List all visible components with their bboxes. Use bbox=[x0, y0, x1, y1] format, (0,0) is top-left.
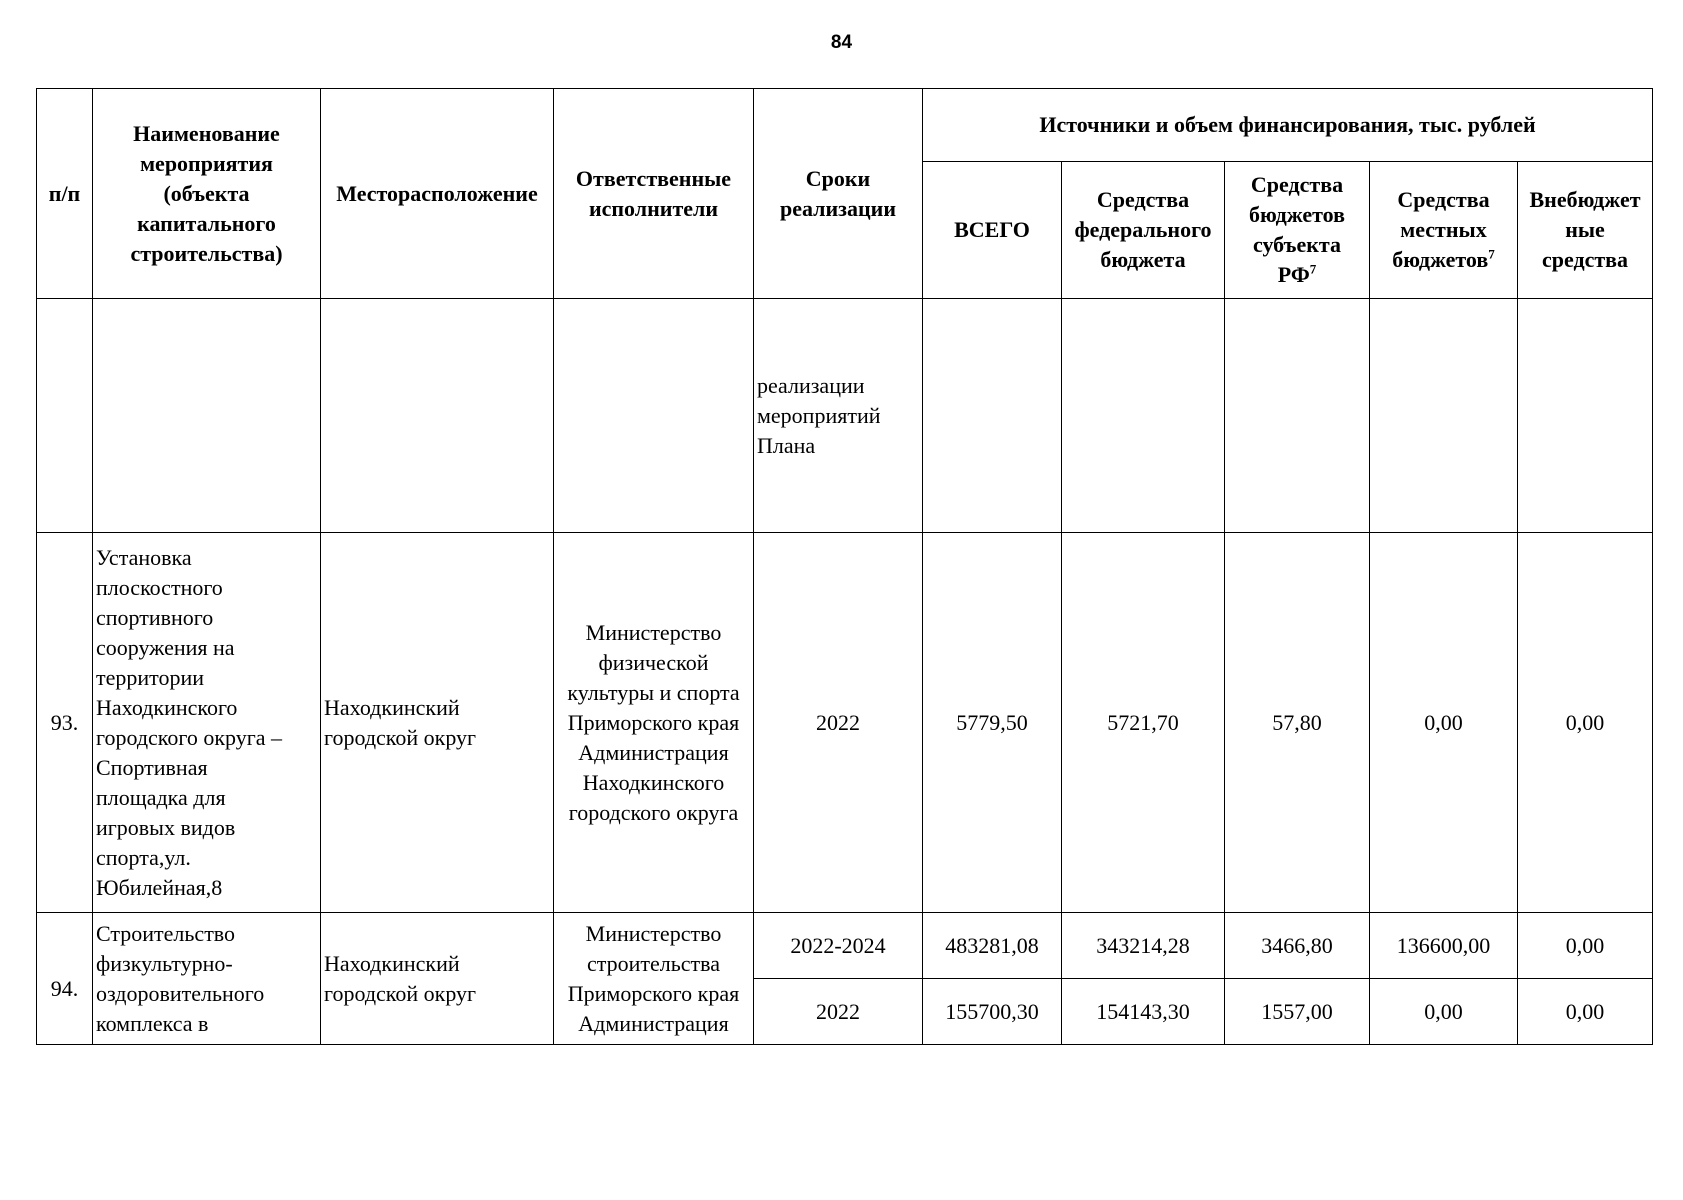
row-total bbox=[923, 299, 1062, 533]
row-responsible: Министерство строительства Приморского края Администрация bbox=[554, 913, 754, 1045]
header-num: п/п bbox=[37, 89, 93, 299]
row-location: Находкинский городской округ bbox=[321, 533, 554, 913]
row-subject: 57,80 bbox=[1225, 533, 1370, 913]
row-total: 5779,50 bbox=[923, 533, 1062, 913]
row-local bbox=[1370, 299, 1518, 533]
header-sources: Источники и объем финансирования, тыс. рублей bbox=[923, 89, 1653, 162]
header-local-text: Средства местных бюджетов bbox=[1392, 187, 1490, 272]
row-extra: 0,00 bbox=[1518, 979, 1653, 1045]
header-extra: Внебюджет ные средства bbox=[1518, 162, 1653, 299]
row-extra: 0,00 bbox=[1518, 533, 1653, 913]
header-row-1 bbox=[37, 89, 1653, 162]
row-location bbox=[321, 299, 554, 533]
row-responsible: Министерство физической культуры и спорта Приморского края Администрация Находкинского городского округа bbox=[554, 533, 754, 913]
row-terms: реализации мероприятий Плана bbox=[754, 299, 923, 533]
header-responsible: Ответственные исполнители bbox=[554, 89, 754, 299]
row-federal bbox=[1062, 299, 1225, 533]
row-federal: 5721,70 bbox=[1062, 533, 1225, 913]
header-terms: Сроки реализации bbox=[754, 89, 923, 299]
header-subject bbox=[1225, 162, 1370, 299]
row-name: Строительство физкультурно- оздоровительного комплекса в bbox=[93, 913, 321, 1045]
header-name: Наименование мероприятия (объекта капитального строительства) bbox=[93, 89, 321, 299]
table-row bbox=[37, 913, 1653, 979]
page-number: 84 bbox=[830, 32, 853, 53]
header-federal: Средства федерального бюджета bbox=[1062, 162, 1225, 299]
header-subject-text: Средства бюджетов субъекта РФ bbox=[1249, 172, 1345, 287]
row-federal: 154143,30 bbox=[1062, 979, 1225, 1045]
row-local: 136600,00 bbox=[1370, 913, 1518, 979]
row-subject bbox=[1225, 299, 1370, 533]
header-local bbox=[1370, 162, 1518, 299]
row-extra: 0,00 bbox=[1518, 913, 1653, 979]
row-terms: 2022 bbox=[754, 979, 923, 1045]
header-location: Месторасположение bbox=[321, 89, 554, 299]
table-row bbox=[37, 299, 1653, 533]
row-total: 483281,08 bbox=[923, 913, 1062, 979]
row-local: 0,00 bbox=[1370, 533, 1518, 913]
row-num bbox=[37, 299, 93, 533]
row-extra bbox=[1518, 299, 1653, 533]
header-total: ВСЕГО bbox=[923, 162, 1062, 299]
row-name: Установка плоскостного спортивного сооружения на территории Находкинского городского округа – Спортивная площадка для игровых видов спорта,ул. Юбилейная,8 bbox=[93, 533, 321, 913]
row-terms: 2022-2024 bbox=[754, 913, 923, 979]
financing-table bbox=[36, 88, 1653, 1045]
row-location: Находкинский городской округ bbox=[321, 913, 554, 1045]
row-num: 93. bbox=[37, 533, 93, 913]
row-terms: 2022 bbox=[754, 533, 923, 913]
table-row bbox=[37, 533, 1653, 913]
row-federal: 343214,28 bbox=[1062, 913, 1225, 979]
row-subject: 3466,80 bbox=[1225, 913, 1370, 979]
row-subject: 1557,00 bbox=[1225, 979, 1370, 1045]
row-num: 94. bbox=[37, 913, 93, 1045]
header-subject-footnote: 7 bbox=[1309, 261, 1317, 277]
row-total: 155700,30 bbox=[923, 979, 1062, 1045]
header-local-footnote: 7 bbox=[1488, 246, 1495, 262]
row-responsible bbox=[554, 299, 754, 533]
row-name bbox=[93, 299, 321, 533]
row-local: 0,00 bbox=[1370, 979, 1518, 1045]
